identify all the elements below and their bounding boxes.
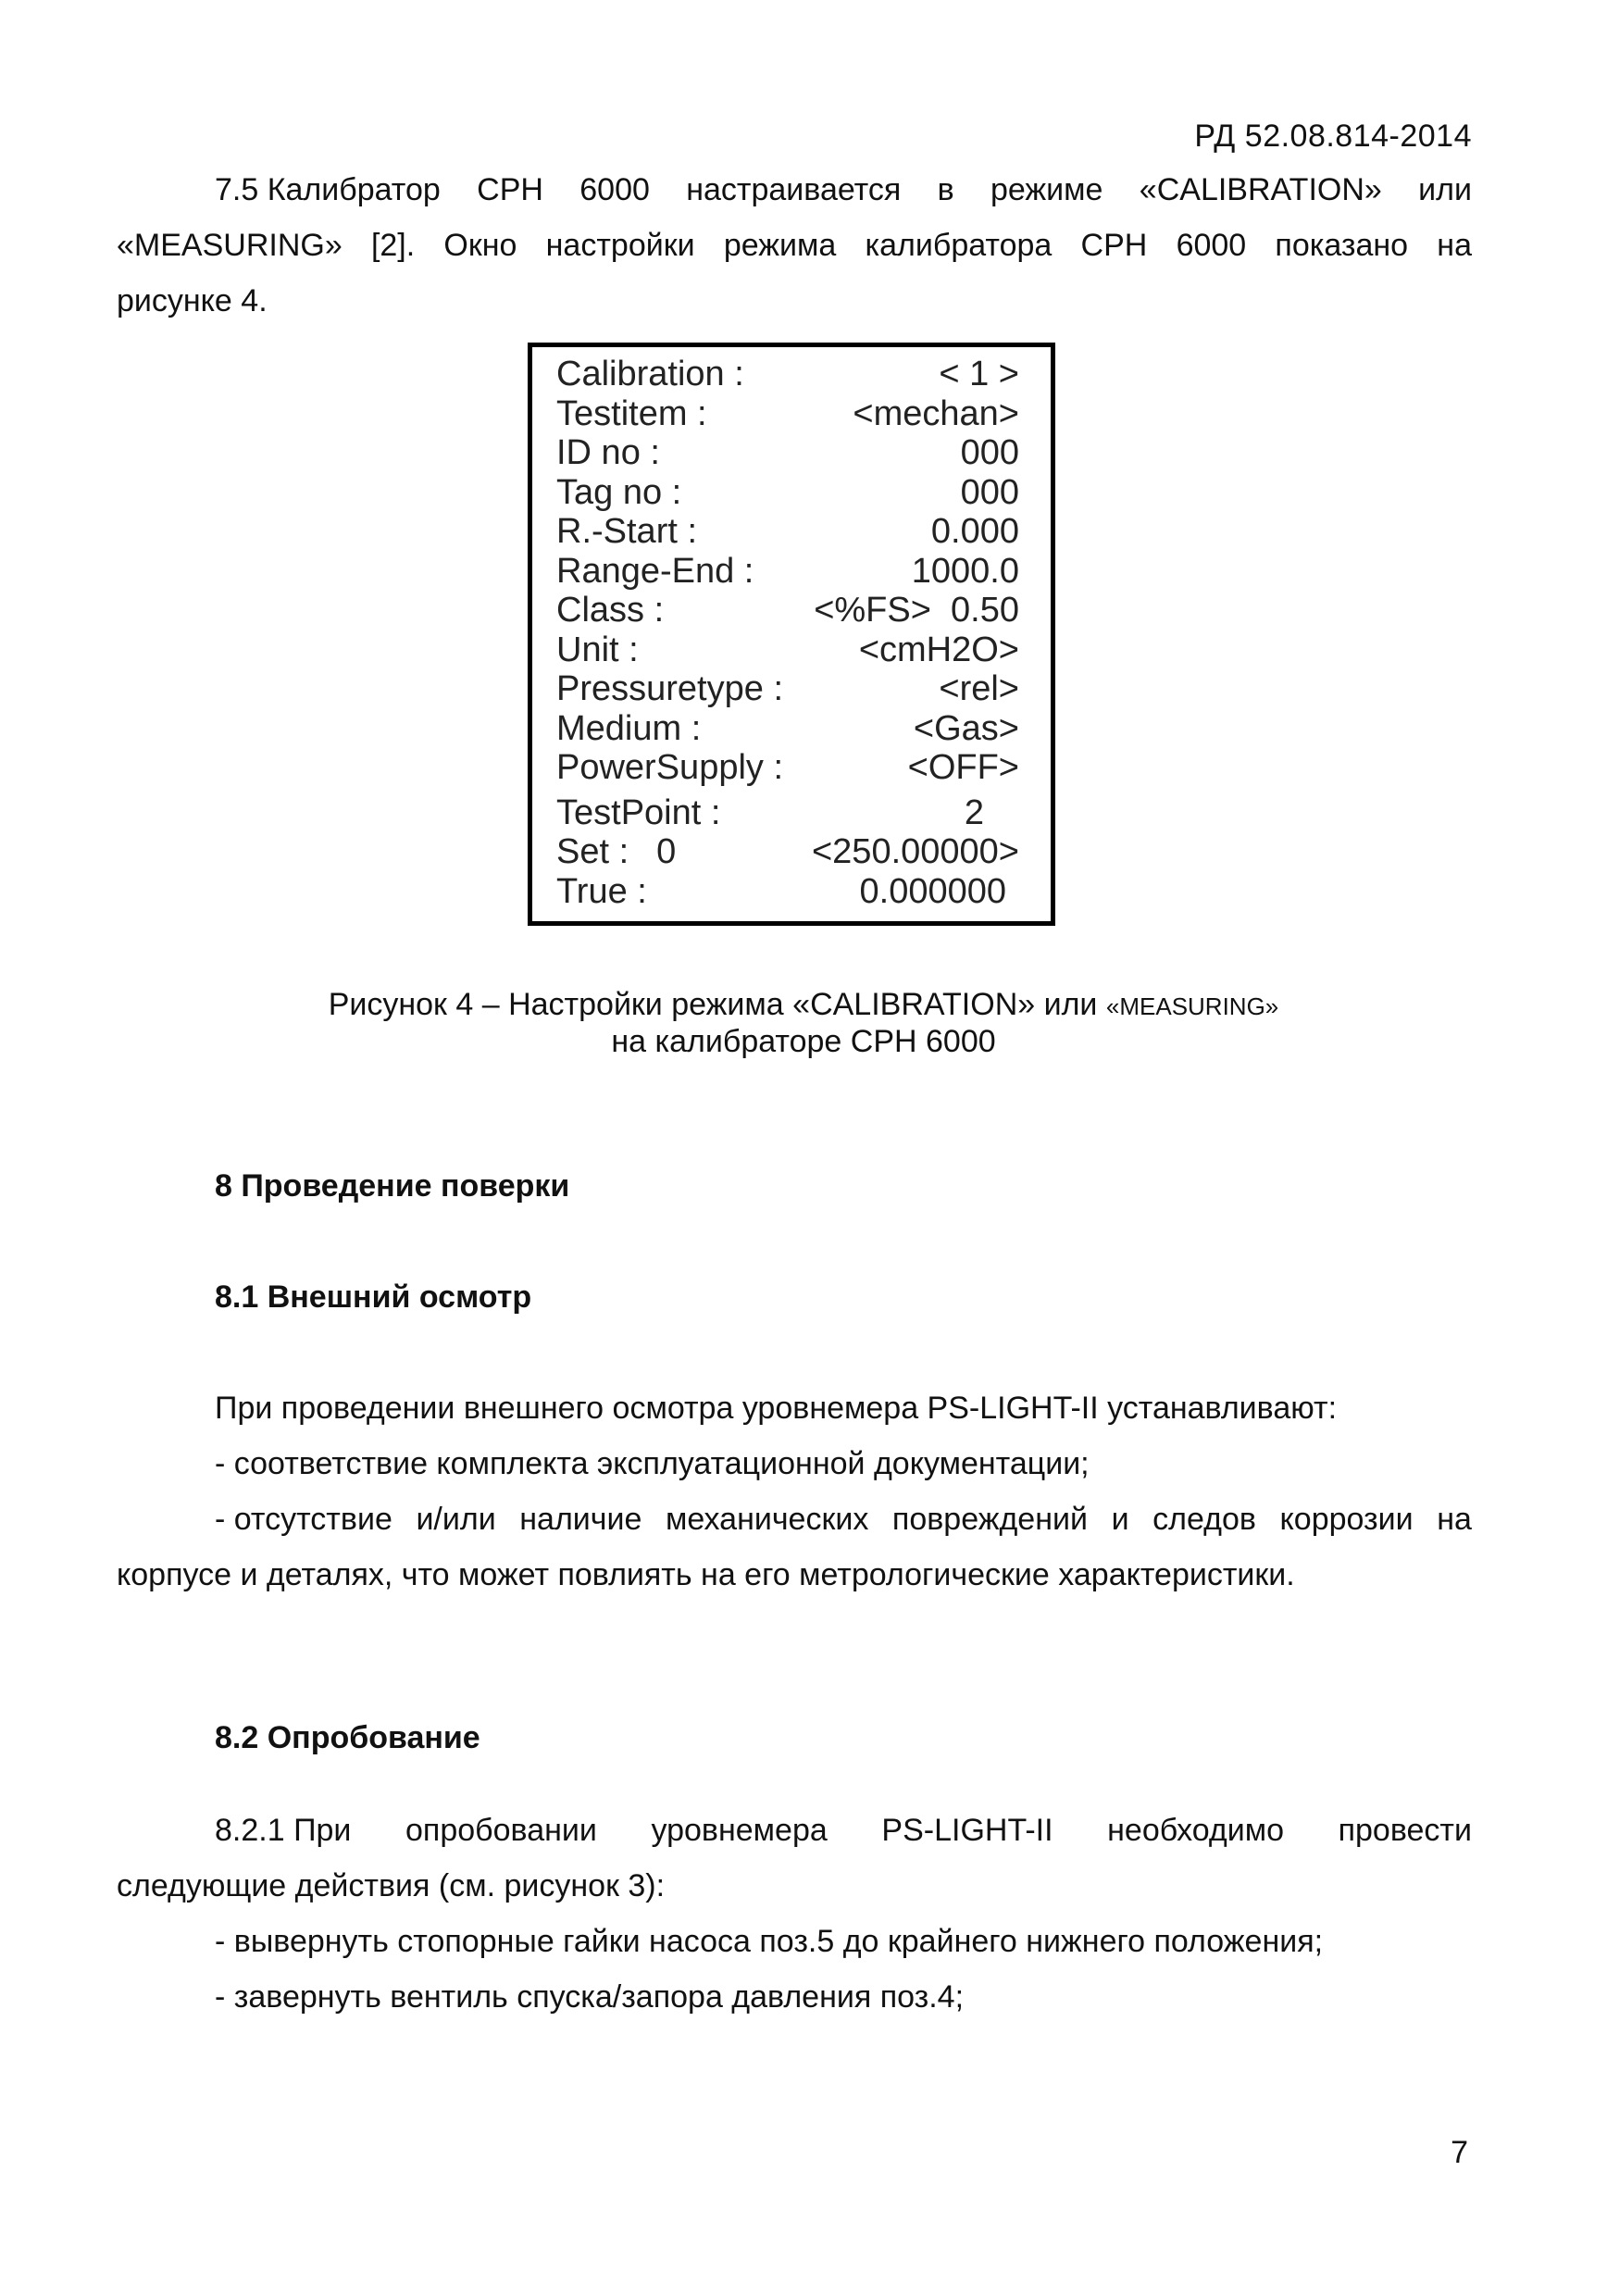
intro-line-2: «MEASURING» [2]. Окно настройки режима калибратора CPH 6000 показано на (117, 228, 1472, 263)
display-label: R.-Start : (556, 512, 698, 551)
list-item: - отсутствие и/или наличие механических повреждений и следов коррозии на (215, 1502, 1472, 1537)
figure-caption-line-1: Рисунок 4 – Настройки режима «CALIBRATION» или «MEASURING» (328, 987, 1279, 1022)
display-value: <%FS> 0.50 (814, 591, 1019, 630)
display-label: Pressuretype : (556, 669, 783, 708)
display-label: Unit : (556, 630, 639, 669)
display-row (556, 433, 1019, 473)
display-label: Class : (556, 591, 665, 630)
display-row (556, 355, 1019, 394)
display-value: 2 (964, 792, 984, 832)
paragraph-continuation: следующие действия (см. рисунок 3): (117, 1868, 666, 1903)
display-label: PowerSupply : (556, 748, 784, 787)
display-label: Calibration : (556, 355, 744, 393)
section-heading: 8 Проведение поверки (215, 1168, 570, 1204)
display-label: True : (556, 871, 647, 911)
display-value: 0.000 (930, 512, 1019, 551)
display-row (556, 709, 1019, 749)
display-value: <OFF> (907, 748, 1019, 787)
list-item-continuation: корпусе и деталях, что может повлиять на его метрологические характеристики. (117, 1557, 1295, 1592)
display-label: Tag no : (556, 472, 682, 512)
display-value: < 1 > (939, 355, 1019, 393)
calibrator-display (528, 343, 1055, 926)
list-item: - соответствие комплекта эксплуатационной документации; (215, 1446, 1090, 1481)
intro-line-1: 7.5 Калибратор CPH 6000 настраивается в режиме «CALIBRATION» или (215, 172, 1472, 207)
display-row (556, 512, 1019, 552)
intro-line-3: рисунке 4. (117, 283, 268, 318)
display-label: Range-End : (556, 551, 754, 591)
paragraph: При проведении внешнего осмотра уровнемера PS-LIGHT-II устанавливают: (215, 1391, 1338, 1426)
display-label: Medium : (556, 708, 702, 748)
display-label: ID no : (556, 433, 660, 472)
list-item: - завернуть вентиль спуска/запора давления поз.4; (215, 1979, 965, 2015)
page-number: 7 (1451, 2135, 1468, 2170)
display-row (556, 473, 1019, 513)
display-label: Set : (556, 832, 629, 871)
display-value: 000 (960, 433, 1019, 472)
display-row (556, 669, 1019, 709)
display-row (556, 394, 1019, 434)
list-item: - вывернуть стопорные гайки насоса поз.5 до крайнего нижнего положения; (215, 1924, 1324, 1959)
display-row-true (556, 872, 1019, 912)
display-row-set (556, 832, 1019, 872)
display-label: Testitem : (556, 393, 707, 433)
subsection-heading: 8.1 Внешний осмотр (215, 1279, 532, 1315)
paragraph: 8.2.1 При опробовании уровнемера PS-LIGHT-II необходимо провести (215, 1813, 1472, 1848)
display-value: 000 (960, 472, 1019, 512)
display-row (556, 630, 1019, 670)
display-value: 0.000000 (859, 871, 1006, 911)
display-value: 1000.0 (911, 551, 1019, 591)
display-value: <rel> (939, 669, 1019, 708)
display-value: <250.00000> (811, 832, 1019, 871)
display-set-index: 0 (656, 832, 677, 871)
display-row (556, 748, 1019, 788)
display-value: <Gas> (913, 708, 1019, 748)
subsection-heading: 8.2 Опробование (215, 1720, 480, 1755)
display-value: <mechan> (853, 393, 1019, 433)
document-code: РД 52.08.814-2014 (1194, 119, 1472, 154)
display-value: <cmH2O> (858, 630, 1019, 669)
figure-caption-line-2: на калибраторе CPH 6000 (611, 1024, 996, 1059)
display-label: TestPoint : (556, 792, 721, 832)
display-row (556, 591, 1019, 630)
display-row-testpoint (556, 793, 1019, 833)
display-row (556, 552, 1019, 592)
